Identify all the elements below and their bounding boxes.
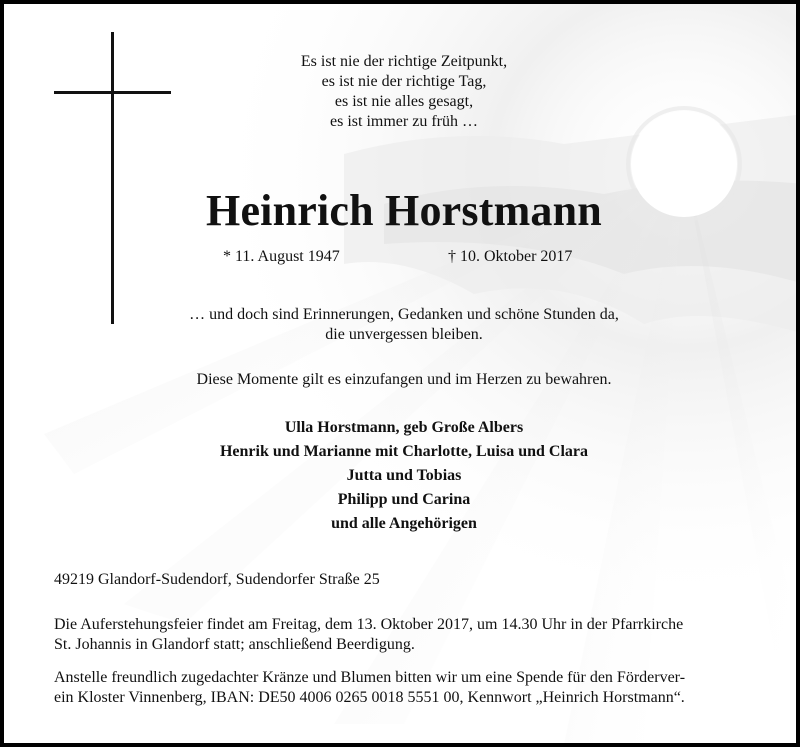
mourner-line: Ulla Horstmann, geb Große Albers xyxy=(284,419,524,436)
mourner-line: Philipp und Carina xyxy=(337,491,471,508)
memories-line: die unvergessen bleiben. xyxy=(325,326,483,343)
mourner-line: und alle Angehörigen xyxy=(331,515,477,532)
mourner-line: Henrik und Marianne mit Charlotte, Luisa und Clara xyxy=(219,443,589,460)
donation-line: Anstelle freundlich zugedachter Kränze und Blumen bitten wir um eine Spende für den Förderver- xyxy=(54,669,686,686)
funeral-info xyxy=(54,615,683,655)
donation-line: ein Kloster Vinnenberg, IBAN: DE50 4006 0265 0018 5551 00, Kennwort „Heinrich Horstmann“. xyxy=(54,689,685,706)
funeral-line: St. Johannis in Glandorf statt; anschließend Beerdigung. xyxy=(54,636,415,653)
mourners-list xyxy=(4,416,800,536)
death-date: † 10. Oktober 2017 xyxy=(448,248,573,265)
poem-line: es ist immer zu früh … xyxy=(330,113,478,130)
poem-line: Es ist nie der richtige Zeitpunkt, xyxy=(300,53,508,70)
funeral-line: Die Auferstehungsfeier findet am Freitag, dem 13. Oktober 2017, um 14.30 Uhr in der Pfarrkirche xyxy=(54,616,684,633)
memories-text xyxy=(4,305,800,345)
address: 49219 Glandorf-Sudendorf, Sudendorfer Straße 25 xyxy=(54,571,380,588)
memories-line: … und doch sind Erinnerungen, Gedanken und schöne Stunden da, xyxy=(189,306,619,323)
poem-line: es ist nie alles gesagt, xyxy=(334,93,474,110)
birth-date: * 11. August 1947 xyxy=(223,248,340,265)
poem-line: es ist nie der richtige Tag, xyxy=(321,73,487,90)
poem xyxy=(4,52,800,132)
moments-text: Diese Momente gilt es einzufangen und im Herzen zu bewahren. xyxy=(196,371,612,388)
donation-info xyxy=(54,668,685,708)
deceased-name: Heinrich Horstmann xyxy=(206,186,602,235)
mourner-line: Jutta und Tobias xyxy=(346,467,462,484)
